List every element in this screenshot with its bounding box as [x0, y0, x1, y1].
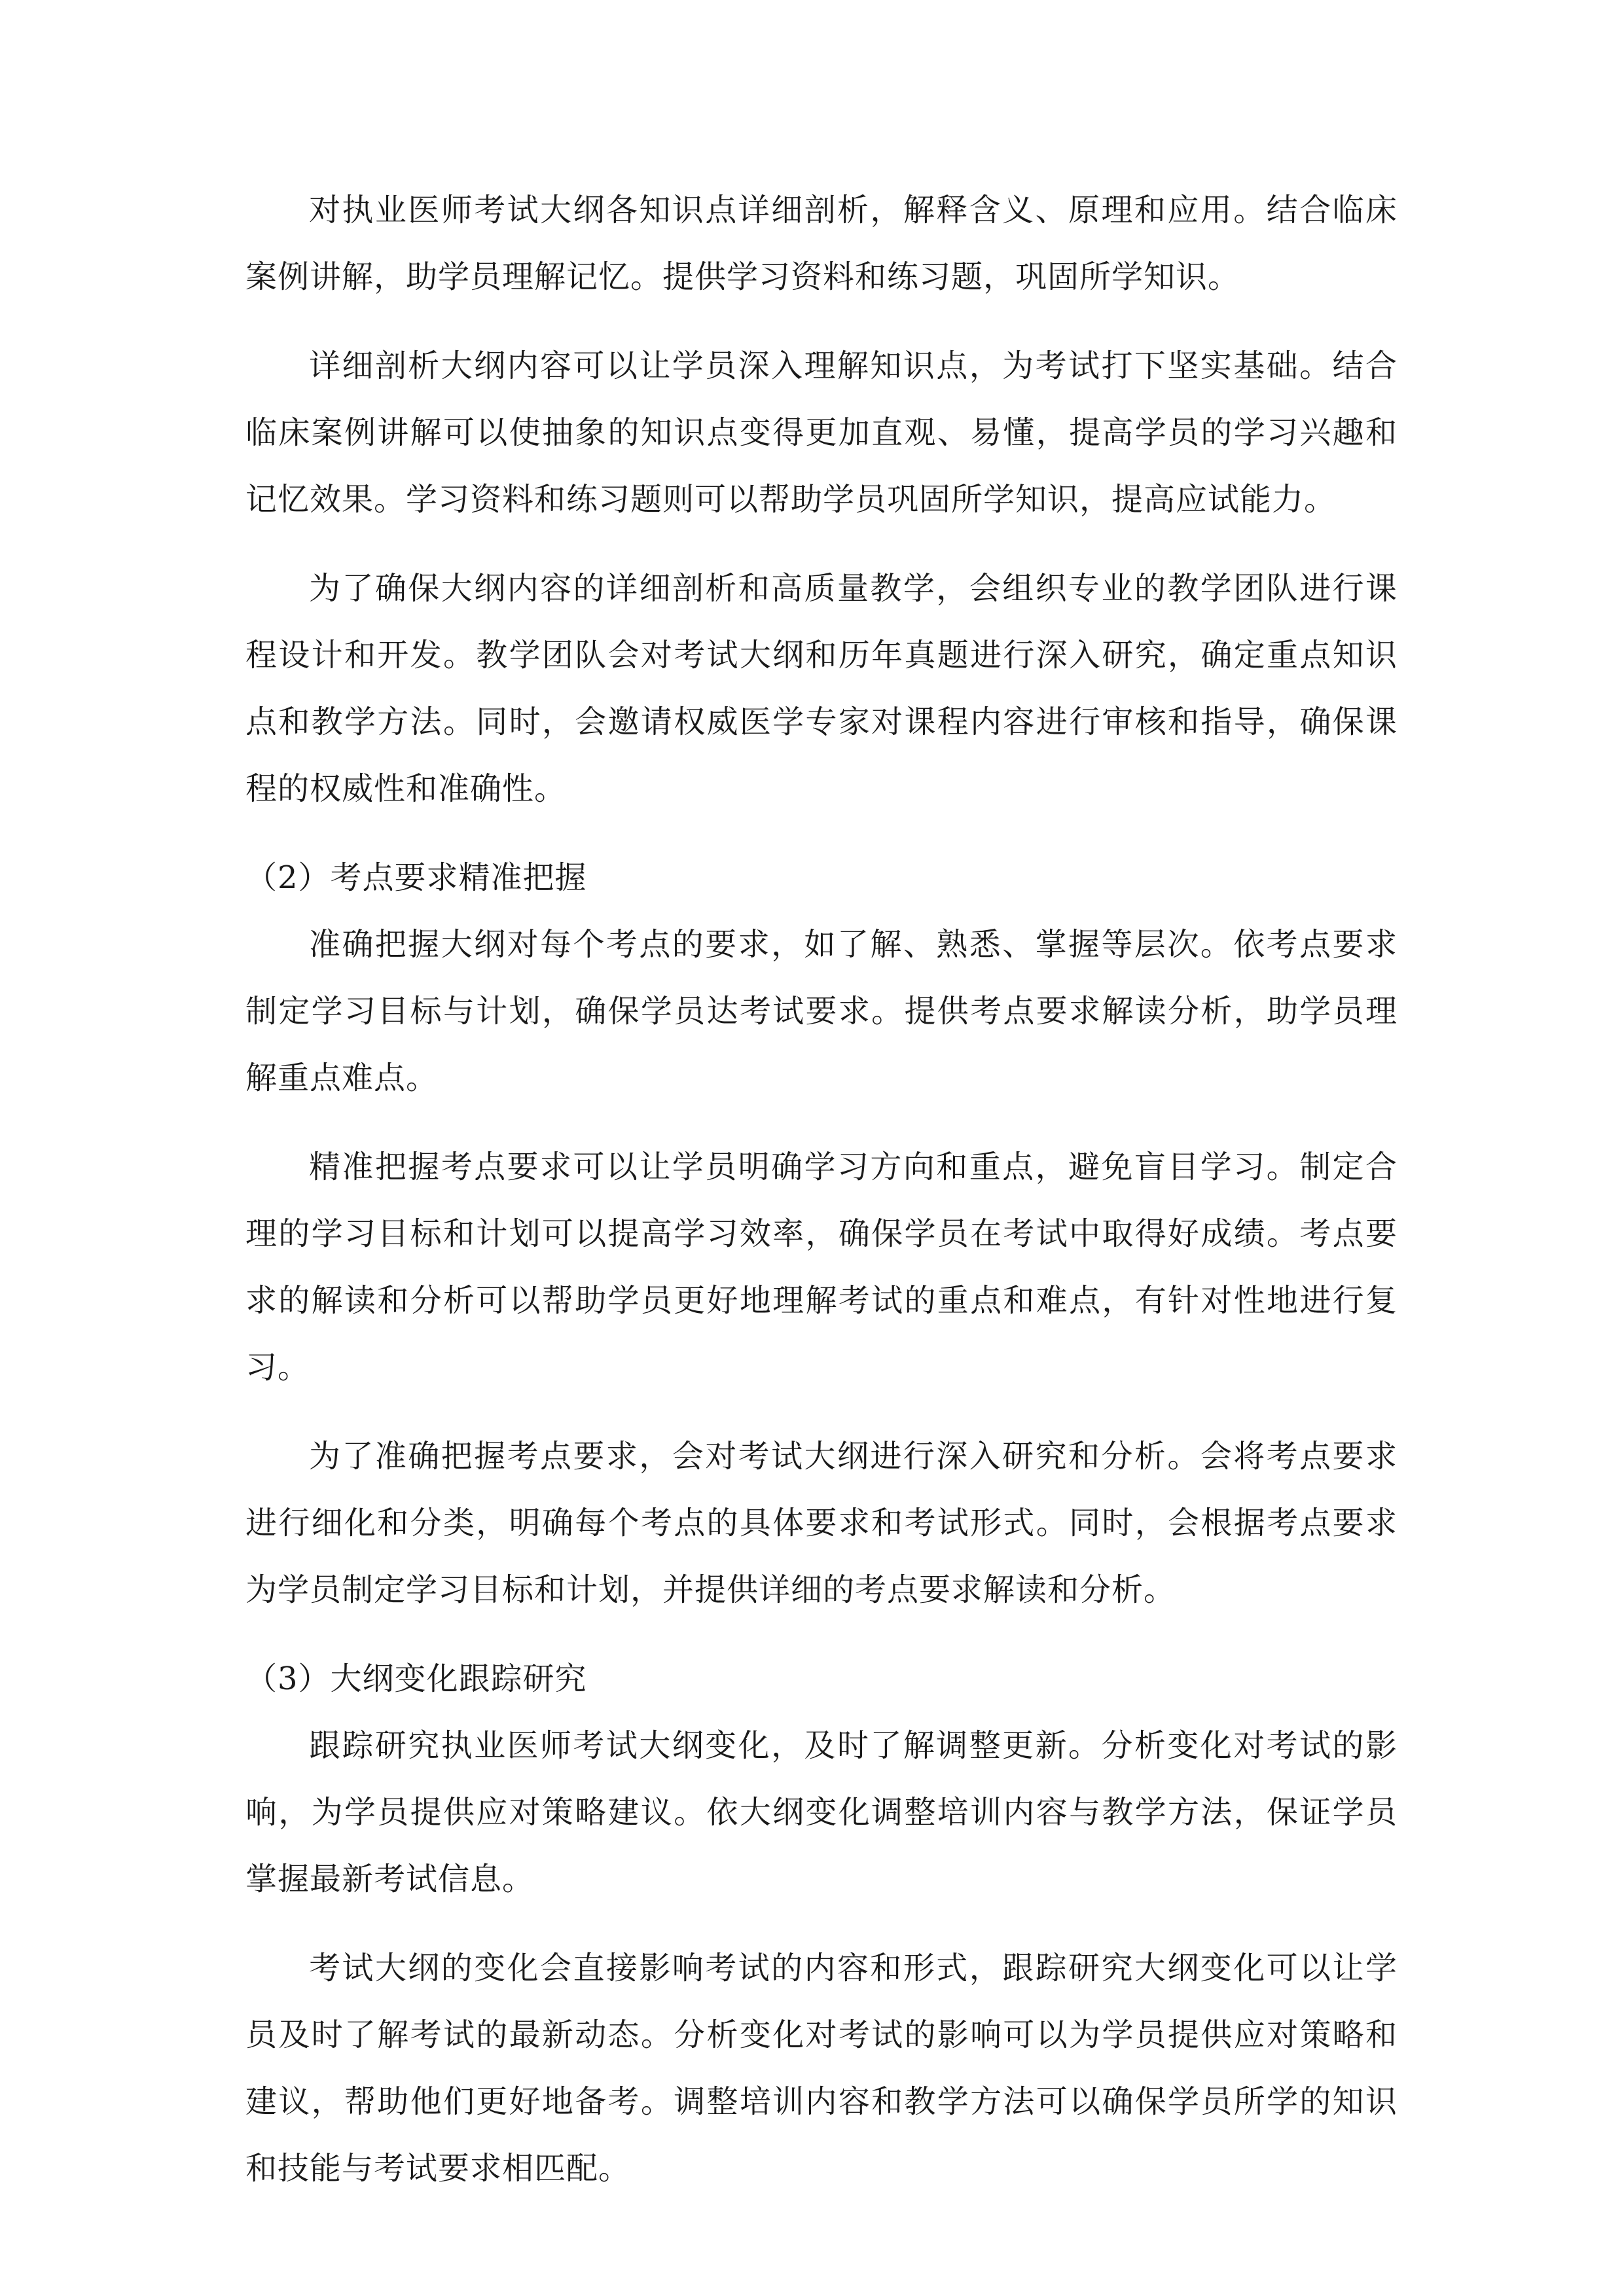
paragraph-analysis-benefits: 详细剖析大纲内容可以让学员深入理解知识点，为考试打下坚实基础。结合临床案例讲解可以使抽象的知识点变得更加直观、易懂，提高学员的学习兴趣和记忆效果。学习资料和练习题则可以帮助学员巩固所学知识，提高应试能力。	[245, 348, 1398, 518]
paragraph-syllabus-analysis: 对执业医师考试大纲各知识点详细剖析，解释含义、原理和应用。结合临床案例讲解，助学员理解记忆。提供学习资料和练习题，巩固所学知识。	[245, 192, 1398, 295]
document-body	[245, 177, 1398, 2224]
section-heading-exam-points: （2）考点要求精准把握	[245, 859, 587, 896]
paragraph-syllabus-tracking: 跟踪研究执业医师考试大纲变化，及时了解调整更新。分析变化对考试的影响，为学员提供应对策略建议。依大纲变化调整培训内容与教学方法，保证学员掌握最新考试信息。	[245, 1727, 1398, 1897]
paragraph-syllabus-change-impact: 考试大纲的变化会直接影响考试的内容和形式，跟踪研究大纲变化可以让学员及时了解考试的最新动态。分析变化对考试的影响可以为学员提供应对策略和建议，帮助他们更好地备考。调整培训内容和教学方法可以确保学员所学的知识和技能与考试要求相匹配。	[245, 1950, 1398, 2187]
paragraph-exam-point-requirements: 准确把握大纲对每个考点的要求，如了解、熟悉、掌握等层次。依考点要求制定学习目标与计划，确保学员达考试要求。提供考点要求解读分析，助学员理解重点难点。	[245, 926, 1398, 1096]
paragraph-teaching-team: 为了确保大纲内容的详细剖析和高质量教学，会组织专业的教学团队进行课程设计和开发。教学团队会对考试大纲和历年真题进行深入研究，确定重点知识点和教学方法。同时，会邀请权威医学专家对课程内容进行审核和指导，确保课程的权威性和准确性。	[245, 570, 1398, 807]
paragraph-exam-point-methods: 为了准确把握考点要求，会对考试大纲进行深入研究和分析。会将考点要求进行细化和分类，明确每个考点的具体要求和考试形式。同时，会根据考点要求为学员制定学习目标和计划，并提供详细的考点要求解读和分析。	[245, 1438, 1398, 1608]
section-heading-syllabus-changes: （3）大纲变化跟踪研究	[245, 1660, 587, 1697]
paragraph-exam-point-benefits: 精准把握考点要求可以让学员明确学习方向和重点，避免盲目学习。制定合理的学习目标和计划可以提高学习效率，确保学员在考试中取得好成绩。考点要求的解读和分析可以帮助学员更好地理解考试的重点和难点，有针对性地进行复习。	[245, 1149, 1398, 1386]
